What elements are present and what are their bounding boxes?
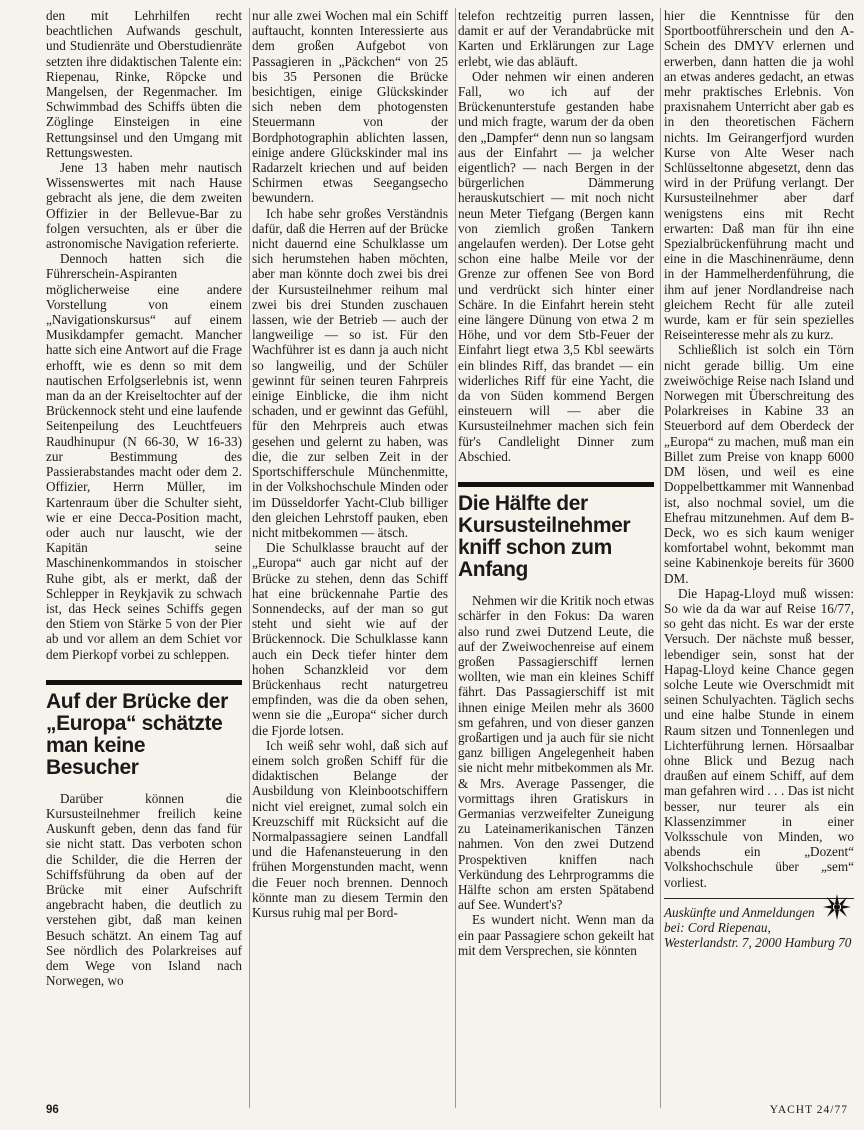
paragraph: Oder nehmen wir einen anderen Fall, wo ich auf der Brückenunterstufe gestanden habe und mich fragte, warum der da oben den „Dampfer“ denn nun so langsam aus der Einfahrt — ja welcher eigentlich? — nach Bergen in der bürgerlichen Dämmerung herauskutschiert — mit noch nicht neun Meter Tiefgang (Bergen kann von ziemlich großen Tankern angelaufen werden). Der Lotse geht schon eine halbe Meile vor der Grenze zur offenen See von Bord und verdrückt sich hinter einer Schäre. In die Einfahrt herein steht eine längere Dünung von etwa 2 m Höhe, und vor dem Stb-Feuer der Einfahrt liegt etwa 3,5 Kbl seewärts ein blindes Riff, das brandet — ein widerliches Riff für eine Yacht, die da von Süden kommend Bergen einsteuern will — aber die Kursusteilnehmer machen sich fein für's Candlelight Dinner zum Abschied.	[458, 68, 654, 464]
article-column-2	[252, 8, 448, 920]
column-rule	[455, 8, 456, 1108]
subheadline: Auf der Brücke der „Europa“ schätzte man keine Besucher	[46, 689, 228, 779]
issue-label: YACHT 24/77	[769, 1104, 848, 1116]
paragraph: nur alle zwei Wochen mal ein Schiff auftaucht, konnten Interessierte aus dem großen Aufgebot von Passagieren in „Päckchen“ von 25 bis 35 Personen die Brücke besichtigen, einige Glückskinder sich neben dem photogensten Steuermann von der Bordphotographin ablichten lassen, einige andere Glückskinder mal ins Radarzelt kriechen und auf beiden Schirmen etwas Seegangsecho bewundern.	[252, 8, 448, 206]
article-column-1	[46, 8, 242, 988]
paragraph: Dennoch hatten sich die Führerschein-Aspiranten möglicherweise eine andere Vorstellung von einem „Navigationskursus“ auf einem Musikdampfer gemacht. Mancher hatte sich eine Antwort auf die Frage erhofft, wie es denn so mit dem nautischen Erfolgserlebnis ist, wenn man da an der Kreiseltochter auf der Brückennock steht und eine laufende Seitenpeilung des Leuchtfeuers Raudhinupur (N 66-30, W 16-33) zur Bestimmung des Passierabstandes macht oder dem 2. Offizier, Herrn Müller, im Kartenraum über die Schulter sieht, wie er eine Decca-Position macht, oder auch nur lauscht, wie der Kapitän seine Maschinenkommandos in stoischer Ruhe gibt, als er merkt, daß der Schlepper in Reykjavik zu schwach ist, das Heck seines Schiffs gegen den Stiem von Stärke 5 von der Pier ab und vor allem an dem Schiet vor dem Pierkopf vorbei zu schleppen.	[46, 251, 242, 662]
paragraph: Schließlich ist solch ein Törn nicht gerade billig. Um eine zweiwöchige Reise nach Island und Norwegen mit Überschreitung des Polarkreises in Kabine 33 an Steuerbord auf dem Oberdeck der „Europa“ zu machen, muß man ein Billet zum Preise von knapp 6000 DM lösen, und weil es eine Doppelbettkammer mit Wannenbad ist, also nochmal soviel, um die Ehefrau mitzunehmen. Auf dem B-Deck, wo es sich kaum weniger komfortabel wohnt, bekommt man seine Kabinenkoje bereits für 3600 DM.	[664, 342, 854, 586]
column-rule	[660, 8, 661, 1108]
paragraph: hier die Kenntnisse für den Sportbootführerschein und den A-Schein des DMYV erlernen und erwerben, dann hatten die ja wohl an etwas anderes gedacht, an etwas mehr praktisches Erlebnis. Von praxisnahem Unterricht aber gab es in den theoretischen Fächern nichts. Im Geirangerfjord wurden Kurse von Alte Weser nach Schlüsseltonne abgesetzt, denn das wird in der Prüfung verlangt. Der Kursusteilnehmer aber darf wenigstens eins mit Recht erwarten: Daß man für ihn eine Spezialbrückenführung macht und eine in die Maschinenräume, denn in der Hammelherdenführung, die ihm auf jener Nordlandreise nach gleichem Recht für alle zuteil wurde, kam er für sein spezielles Reiseinteresse mehr als zu kurz.	[664, 8, 854, 343]
paragraph: Nehmen wir die Kritik noch etwas schärfer in den Fokus: Da waren also rund zwei Dutzend Leute, die auf der Zweiwochenreise auf einem großen Passagierschiff lernen wollten, wie man ein kleines Schiff fährt. Das Passagierschiff ist mit ihnen einige Meilen mehr als 3600 sm gefahren, und von dieser ganzen großartigen und ja auch für sie nicht ganz billigen Angelegenheit haben sie nicht mehr mitbekommen als Mr. & Mrs. Average Passenger, die vormittags ihren Gratiskurs in Germanias verzweifelter Zuneigung zu Lateinamerikanischen Tänzen nahmen. Von den zwei Dutzend Prospektiven kniffen nach Verkündung des Lehrprogramms die Hälfte schon am ersten Spätabend auf See. Wundert's?	[458, 593, 655, 913]
paragraph: Die Schulklasse braucht auf der „Europa“ auch gar nicht auf der Brücke zu stehen, denn das Schiff hat eine brückennahe Partie des Sonnendecks, auf der man so gut steht und sieht wie auf der Brückennock. Die Schulklasse kann auch ein Deck tiefer hinter dem hohen Schanzkleid vor dem Brückenhaus recht naturgetreu empfinden, was die da oben sehen, wenn sie die „Europa“ sicher durch die Fjorde lotsen.	[252, 540, 448, 738]
paragraph: Die Hapag-Lloyd muß wissen: So wie da da war auf Reise 16/77, so geht das nicht. Es war der erste Versuch. Der nächste muß besser, lebendiger sein, sonst hat der Hapag-Lloyd keine Chance gegen solche Leute wie Overschmidt mit seinen Schulyachten. Täglich sechs und eine halbe Stunde in einem Raum sitzen und Tonnenlegen und Lichterführung lernen. Hörsaalbar ohne Blick und Bezug nach draußen auf einem Schiff, auf dem man gefahren wird . . . Das ist nicht besser, nur teurer als ein Klassenzimmer in einer Volksschule von Minden, wo abends ein „Dozent“ Volkshochschule über „sem“ vorliest.	[664, 585, 854, 890]
contact-info: Auskünfte und Anmeldungen bei: Cord Riepenau, Westerlandstr. 7, 2000 Hamburg 70	[664, 898, 854, 951]
paragraph: den mit Lehrhilfen recht beachtlichen Aufwands geschult, und Studienräte und Oberstudienräte setzten ihre didaktischen Talente ein: Riepenau, Rinke, Röpcke und Mangelsen, der Regenmacher. Im Schwimmbad des Schiffs übten die Zöglinge Einsteigen in eine Rettungsinsel und den Umgang mit Rettungswesten.	[46, 8, 242, 160]
column-rule	[249, 8, 250, 1108]
paragraph: Jene 13 haben mehr nautisch Wissenswertes mit nach Hause gebracht als jene, die dem zweiten Offizier in der Bellevue-Bar zu folgen versuchten, als er über die astronomische Navigation referierte.	[46, 160, 242, 252]
article-column-3	[458, 8, 654, 958]
paragraph: Ich habe sehr großes Verständnis dafür, daß die Herren auf der Brücke nicht dauernd eine Schulklasse um sich herumstehen haben möchten, aber man könnte doch zwei bis drei der Kursusteilnehmer reihum mal zwei bis drei Stunden zuschauen lassen, wie der Betrieb — auch der langweilige — so ist. Für den Wachführer ist es dann ja auch nicht so langweilig, und der Schüler gewinnt für seinen teuren Fahrpreis einige Einblicke, die ihm nicht schaden, und er gewinnt das Gefühl, für den Mehrpreis auch etwas gesehen und gelernt zu haben, was die, die zur selben Zeit in der Sportschifferschule Münchenmitte, in der Volkshochschule Minden oder im Düsseldorfer Yacht-Club billiger den gleichen Lehrstoff pauken, eben nicht mitbekommen — ätsch.	[252, 205, 448, 540]
paragraph: Darüber können die Kursusteilnehmer freilich keine Auskunft geben, denn das fand für sie nicht statt. Das verboten schon die Schilder, die die Herren der Schiffsführung da oben auf der Brücke mit einer Aufschrift angebracht haben, die deutlich zu verstehen gibt, daß man keinen Besuch schätzt. An einem Tag auf See nördlich des Polarkreises auf dem Wege von Island nach Norwegen, wo	[46, 790, 242, 989]
page-number: 96	[46, 1104, 59, 1116]
paragraph: Ich weiß sehr wohl, daß sich auf einem solch großen Schiff für die didaktischen Belange der Ausbildung von Kleinbootschiffern nicht viel ereignet, zumal solch ein Kreuzschiff mit Rücksicht auf die Normalpassagiere seinen Landfall und die Hafenansteuerung in den frühen Morgenstunden macht, wenn die Feuer noch brennen. Dennoch könnte man zu diesem Termin den Kursus ruhig mal per Bord-	[252, 737, 448, 920]
paragraph: Es wundert nicht. Wenn man da ein paar Passagiere schon gekeilt hat mit dem Versprechen, sie könnten	[458, 912, 654, 958]
end-mark-logo-icon	[820, 892, 854, 922]
article-column-4	[664, 8, 854, 950]
subheadline-block	[458, 482, 654, 581]
subheadline-block	[46, 680, 242, 779]
subheadline: Die Hälfte der Kursusteilnehmer kniff schon zum Anfang	[458, 492, 631, 582]
paragraph: telefon rechtzeitig purren lassen, damit er auf der Verandabrücke mit Karten und Erklärungen zur Lage erlebt, wie das abläuft.	[458, 8, 654, 69]
